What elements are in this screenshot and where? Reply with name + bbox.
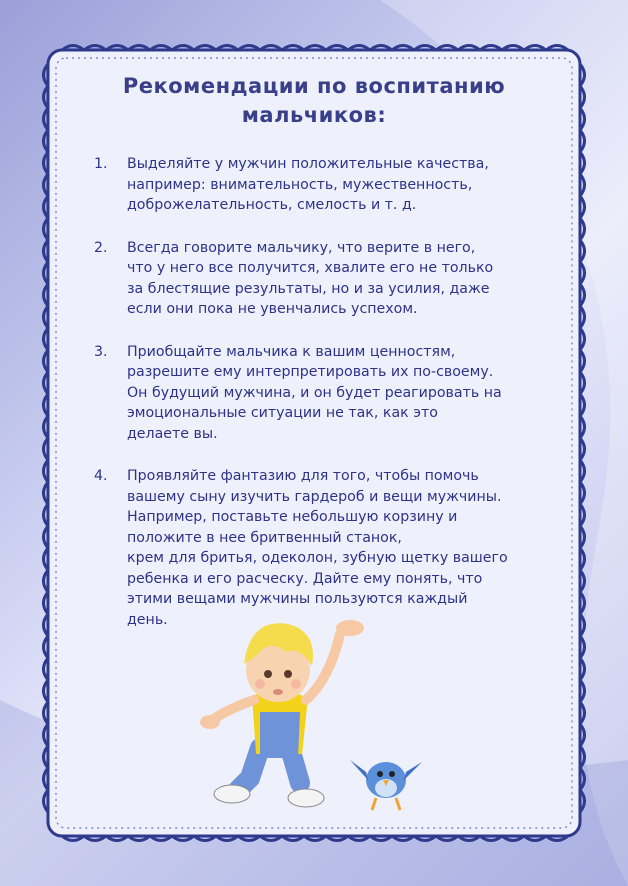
recommendation-item — [60, 466, 568, 630]
item-text-line: Выделяйте у мужчин положительные качества, — [127, 156, 489, 172]
recommendation-item — [60, 238, 568, 320]
item-number: 1. — [94, 156, 108, 172]
boy-figure — [200, 620, 364, 807]
boy-and-bird-illustration — [190, 608, 450, 828]
item-text-line: Приобщайте мальчика к вашим ценностям, — [127, 343, 456, 360]
title-line-2: мальчиков: — [241, 103, 387, 127]
item-number: 3. — [94, 343, 108, 360]
item-text-line: что у него все получится, хвалите его не только — [127, 260, 494, 276]
item-text-line: за блестящие результаты, но и за усилия, даже — [127, 280, 490, 297]
item-text-line: крем для бритья, одеколон, зубную щетку вашего — [127, 550, 508, 566]
item-text-line: ребенка и его расческу. Дайте ему понять, что — [127, 570, 483, 587]
item-text-line: Всегда говорите мальчику, что верите в него, — [127, 239, 476, 256]
item-text-line: этими вещами мужчины пользуются каждый — [127, 591, 468, 607]
title-line-1: Рекомендации по воспитанию — [122, 74, 506, 98]
item-text-line: Он будущий мужчина, и он будет реагировать на — [127, 384, 502, 401]
item-text-line: вашему сыну изучить гардероб и вещи мужчины. — [127, 488, 502, 505]
recommendations-list — [60, 154, 568, 630]
poster-title — [60, 72, 568, 130]
item-text-line: разрешите ему интерпретировать их по-своему. — [127, 364, 494, 380]
item-text-line: день. — [127, 611, 168, 628]
bird-figure — [350, 760, 422, 810]
item-text-line: если они пока не увенчались успехом. — [127, 301, 418, 317]
item-text-line: например: внимательность, мужественность, — [127, 176, 473, 193]
recommendation-item — [60, 342, 568, 445]
item-text-line: Проявляйте фантазию для того, чтобы помочь — [127, 468, 479, 484]
item-text-line: положите в нее бритвенный станок, — [127, 529, 402, 546]
item-text-line: делаете вы. — [127, 425, 218, 442]
item-text-line: эмоциональные ситуации не так, как это — [127, 405, 438, 421]
item-number: 2. — [94, 239, 108, 256]
item-text-line: Например, поставьте небольшую корзину и — [127, 509, 458, 525]
item-text-line: доброжелательность, смелость и т. д. — [127, 197, 417, 213]
item-number: 4. — [94, 468, 108, 484]
poster-content — [60, 60, 568, 652]
recommendation-item — [60, 154, 568, 216]
